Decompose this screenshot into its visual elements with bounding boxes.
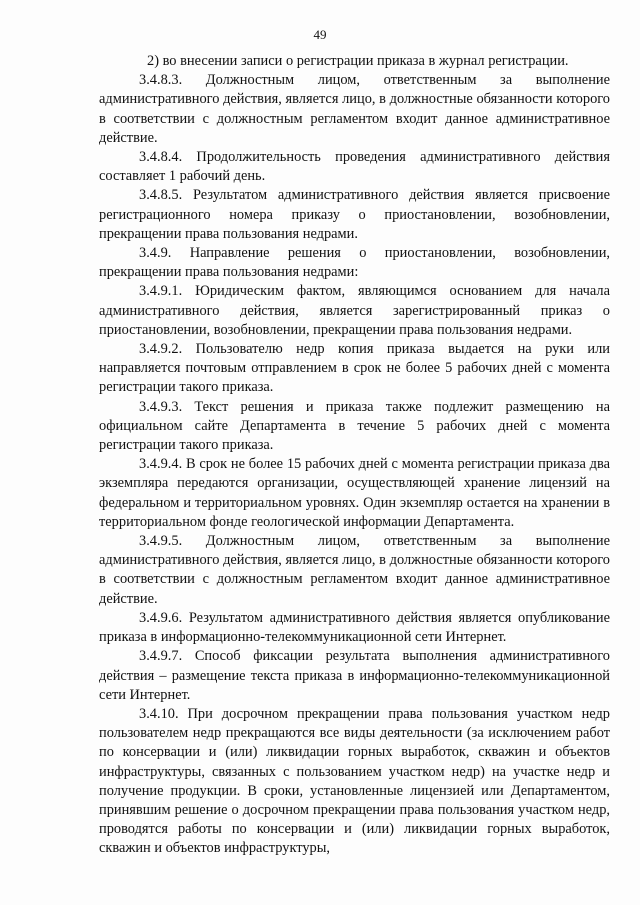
paragraph-3-4-9-5: 3.4.9.5. Должностным лицом, ответственным за выполнение административного действия, является лицо, в должностные обязанности которого в соответствии с должностным регламентом входит данное административное действие. — [99, 533, 610, 607]
document-body — [99, 52, 610, 859]
paragraph-3-4-9-2: 3.4.9.2. Пользователю недр копия приказа выдается на руки или направляется почтовым отправлением в срок не более 5 рабочих дней с момента регистрации такого приказа. — [99, 341, 610, 396]
page-number: 49 — [313, 27, 327, 42]
paragraph-3-4-9: 3.4.9. Направление решения о приостановлении, возобновлении, прекращении права пользования недрами: — [99, 245, 610, 281]
paragraph-3-4-9-6: 3.4.9.6. Результатом административного действия является опубликование приказа в информационно-телекоммуникационной сети Интернет. — [99, 609, 610, 646]
paragraph-3-4-9-4: 3.4.9.4. В срок не более 15 рабочих дней с момента регистрации приказа два экземпляра передаются организации, осуществляющей хранение лицензий на федеральном и территориальном уровнях. Один экземпляр остается на хранении в территориальном фонде геологической информации Департамента. — [99, 456, 610, 530]
paragraph-3-4-8-5: 3.4.8.5. Результатом административного действия является присвоение регистрационного номера приказу о приостановлении, возобновлении, прекращении права пользования недрами. — [99, 187, 610, 242]
paragraph-3-4-8-4: 3.4.8.4. Продолжительность проведения административного действия составляет 1 рабочий день. — [99, 149, 610, 185]
paragraph-3-4-9-7: 3.4.9.7. Способ фиксации результата выполнения административного действия – размещение текста приказа в информационно-телекоммуникационной сети Интернет. — [99, 648, 610, 703]
paragraph-3-4-8-3: 3.4.8.3. Должностным лицом, ответственным за выполнение административного действия, является лицо, в должностные обязанности которого в соответствии с должностным регламентом входит данное административное действие. — [99, 72, 610, 146]
paragraph-3-4-10: 3.4.10. При досрочном прекращении права пользования участком недр пользователем недр прекращаются все виды деятельности (за исключением работ по консервации и (или) ликвидации горных выработок, скважин и объектов инфраструктуры, связанных с пользованием участком недр) на участке недр и получение продукции. В сроки, установленные лицензией или Департаментом, принявшим решение о досрочном прекращении права пользования участком недр, проводятся работы по консервации и (или) ликвидации горных выработок, скважин и объектов инфраструктуры, — [99, 705, 610, 857]
paragraph-3-4-9-1: 3.4.9.1. Юридическим фактом, являющимся основанием для начала административного действия, является зарегистрированный приказ о приостановлении, возобновлении, прекращении права пользования недрами. — [99, 283, 610, 338]
paragraph-item-2: 2) во внесении записи о регистрации приказа в журнал регистрации. — [147, 53, 569, 69]
paragraph-3-4-9-3: 3.4.9.3. Текст решения и приказа также подлежит размещению на официальном сайте Департамента в течение 5 рабочих дней с момента регистрации такого приказа. — [99, 398, 610, 454]
